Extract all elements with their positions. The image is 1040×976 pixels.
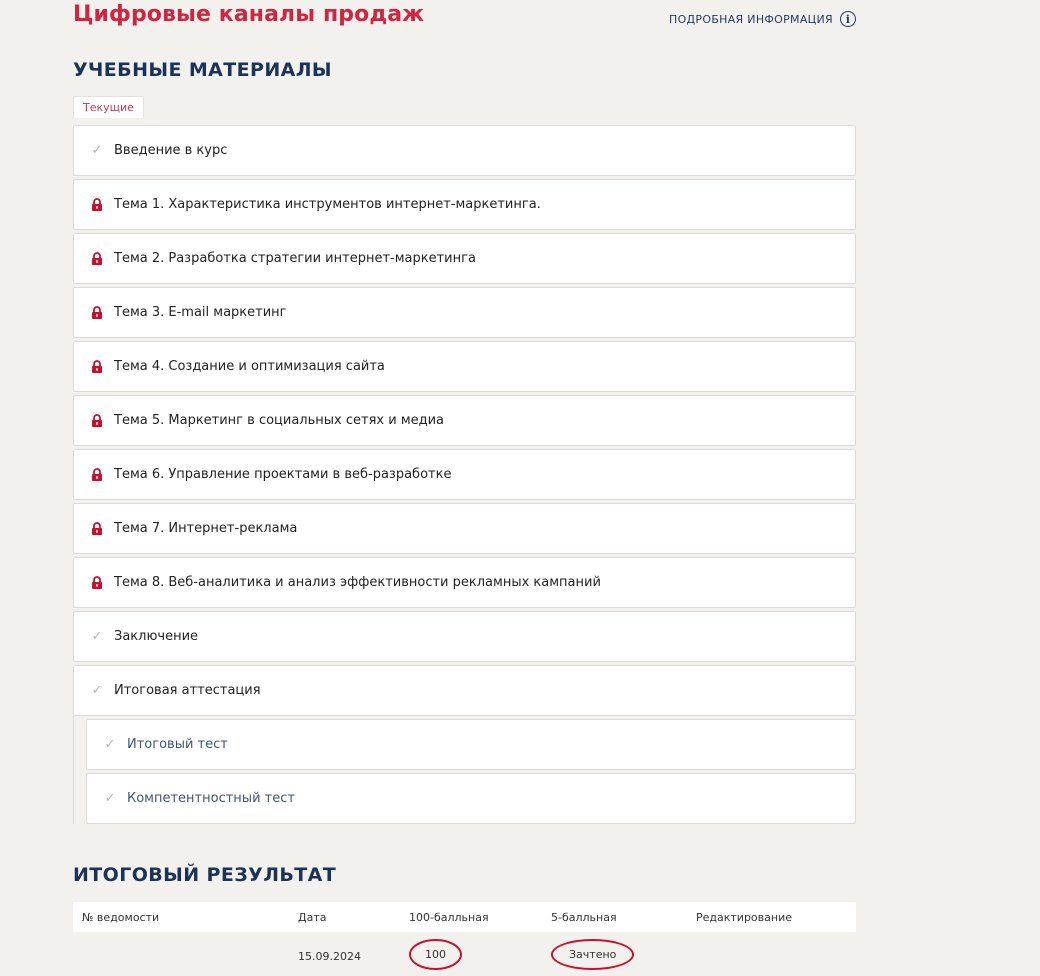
check-icon: ✓ bbox=[104, 737, 116, 752]
lock-icon bbox=[89, 576, 105, 589]
lesson-label: Тема 4. Создание и оптимизация сайта bbox=[114, 359, 385, 374]
lesson-label: Тема 6. Управление проектами в веб-разработке bbox=[114, 467, 452, 482]
lesson-label: Введение в курс bbox=[114, 143, 228, 158]
materials-section-title: УЧЕБНЫЕ МАТЕРИАЛЫ bbox=[73, 59, 332, 81]
results-table-header bbox=[73, 902, 856, 932]
subitem-final-test[interactable] bbox=[86, 719, 856, 770]
lesson-label: Тема 1. Характеристика инструментов интернет-маркетинга. bbox=[114, 197, 541, 212]
lock-icon bbox=[89, 414, 105, 427]
course-title: Цифровые каналы продаж bbox=[73, 2, 425, 27]
score100-value: 100 bbox=[409, 939, 462, 970]
tab-current[interactable]: Текущие bbox=[73, 96, 144, 118]
results-table bbox=[73, 902, 856, 976]
lesson-label: Заключение bbox=[114, 629, 199, 644]
lesson-label: Тема 8. Веб-аналитика и анализ эффективности рекламных кампаний bbox=[114, 575, 601, 590]
lesson-label: Тема 2. Разработка стратегии интернет-маркетинга bbox=[114, 251, 476, 266]
column-header-number: № ведомости bbox=[82, 910, 160, 924]
lock-icon bbox=[89, 306, 105, 319]
lesson-label: Итоговая аттестация bbox=[114, 683, 261, 698]
lesson-label: Тема 5. Маркетинг в социальных сетях и медиа bbox=[114, 413, 445, 428]
details-link[interactable] bbox=[669, 11, 856, 27]
lesson-label: Тема 7. Интернет-реклама bbox=[114, 521, 298, 536]
lock-icon bbox=[89, 360, 105, 373]
lesson-label: Тема 3. E-mail маркетинг bbox=[114, 305, 287, 320]
column-header-edit: Редактирование bbox=[696, 910, 792, 924]
lock-icon bbox=[89, 468, 105, 481]
check-icon: ✓ bbox=[104, 791, 116, 806]
check-icon: ✓ bbox=[91, 629, 103, 644]
lesson-topic-4[interactable] bbox=[73, 341, 856, 392]
lesson-conclusion[interactable] bbox=[73, 611, 856, 662]
column-header-date: Дата bbox=[298, 910, 327, 924]
column-header-score100: 100-балльная bbox=[409, 910, 489, 924]
lock-icon bbox=[89, 522, 105, 535]
lesson-final-assessment[interactable] bbox=[73, 665, 856, 716]
results-section-title: ИТОГОВЫЙ РЕЗУЛЬТАТ bbox=[73, 864, 337, 886]
lesson-topic-1[interactable] bbox=[73, 179, 856, 230]
lesson-topic-2[interactable] bbox=[73, 233, 856, 284]
table-row bbox=[73, 932, 856, 976]
lesson-topic-3[interactable] bbox=[73, 287, 856, 338]
lock-icon bbox=[89, 198, 105, 211]
final-assessment-subitems bbox=[73, 716, 856, 824]
lesson-topic-8[interactable] bbox=[73, 557, 856, 608]
score5-value: Зачтено bbox=[551, 939, 634, 970]
materials-list bbox=[73, 125, 856, 827]
check-icon: ✓ bbox=[91, 683, 103, 698]
lesson-topic-7[interactable] bbox=[73, 503, 856, 554]
cell-score100 bbox=[409, 939, 551, 970]
subitem-label: Итоговый тест bbox=[127, 737, 228, 752]
lock-icon bbox=[89, 252, 105, 265]
lesson-topic-5[interactable] bbox=[73, 395, 856, 446]
info-circle-icon: i bbox=[840, 11, 856, 27]
check-icon: ✓ bbox=[91, 143, 103, 158]
lesson-topic-6[interactable] bbox=[73, 449, 856, 500]
subitem-label: Компетентностный тест bbox=[127, 791, 295, 806]
cell-date: 15.09.2024 bbox=[298, 949, 361, 963]
subitem-competency-test[interactable] bbox=[86, 773, 856, 824]
column-header-score5: 5-балльная bbox=[551, 910, 617, 924]
details-link-label: ПОДРОБНАЯ ИНФОРМАЦИЯ bbox=[669, 12, 833, 26]
cell-score5 bbox=[551, 939, 696, 970]
lesson-intro[interactable] bbox=[73, 125, 856, 176]
